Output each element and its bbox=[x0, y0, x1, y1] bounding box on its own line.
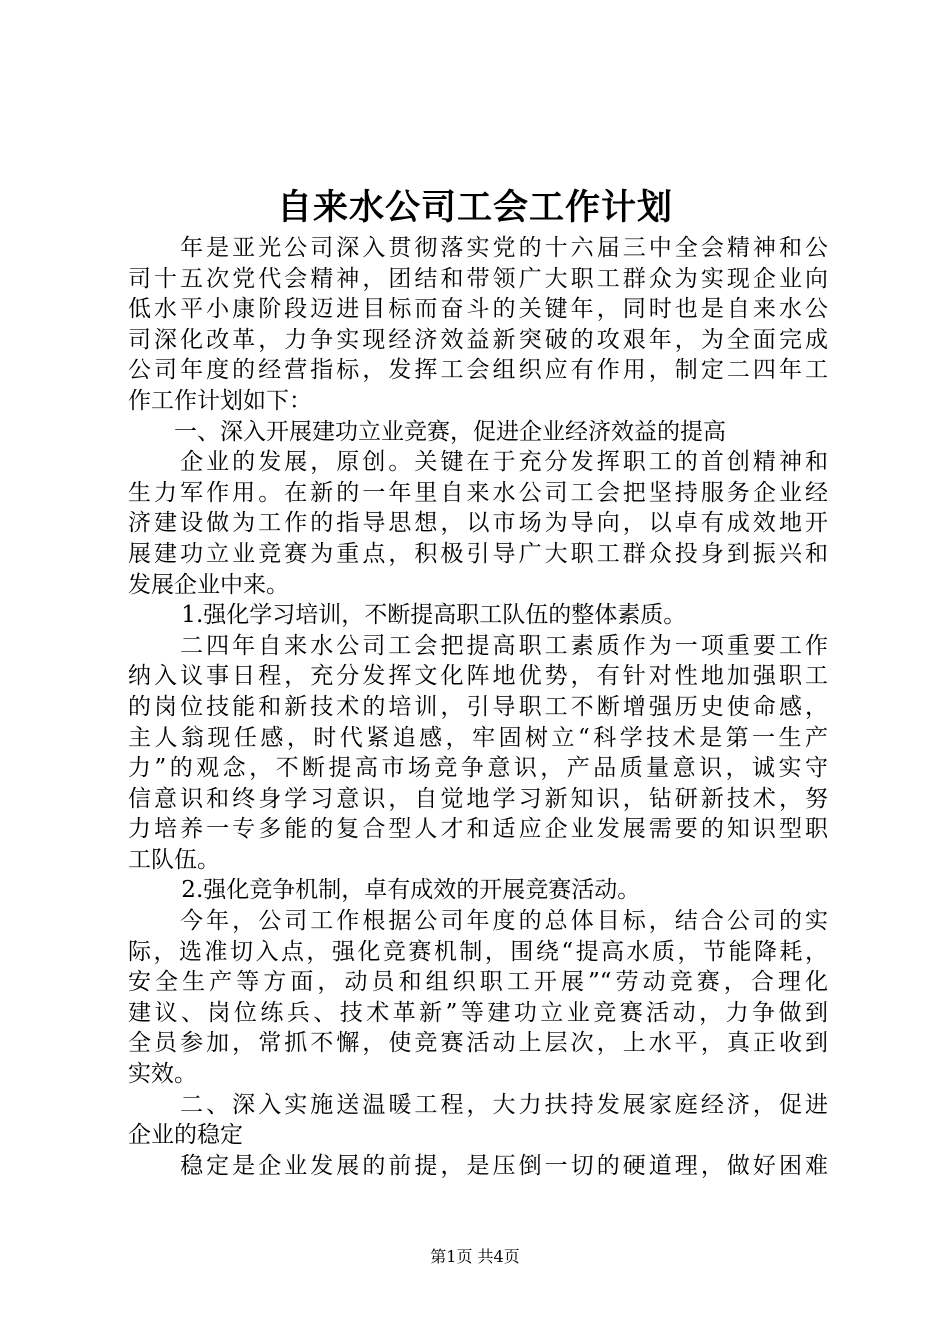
body-line: 力”的观念，不断提高市场竞争意识，产品质量意识，诚实守 bbox=[128, 755, 828, 782]
body-line: 二四年自来水公司工会把提高职工素质作为一项重要工作 bbox=[128, 632, 828, 659]
body-line: 工队伍。 bbox=[128, 846, 220, 873]
body-line: 企业的稳定 bbox=[128, 1122, 243, 1149]
body-line: 主人翁现任感，时代紧追感，牢固树立“科学技术是第一生产 bbox=[128, 724, 828, 751]
body-line: 司深化改革，力争实现经济效益新突破的攻艰年，为全面完成 bbox=[128, 326, 828, 353]
body-line: 济建设做为工作的指导思想，以市场为导向，以卓有成效地开 bbox=[128, 510, 828, 537]
body-line: 纳入议事日程，充分发挥文化阵地优势，有针对性地加强职工 bbox=[128, 663, 828, 690]
body-line: 今年，公司工作根据公司年度的总体目标，结合公司的实 bbox=[128, 908, 828, 935]
body-line: 发展企业中来。 bbox=[128, 571, 289, 598]
body-line: 司十五次党代会精神，团结和带领广大职工群众为实现企业向 bbox=[128, 265, 828, 292]
body-line: 的岗位技能和新技术的培训，引导职工不断增强历史使命感， bbox=[128, 693, 828, 720]
body-line: 年是亚光公司深入贯彻落实党的十六届三中全会精神和公 bbox=[128, 235, 828, 261]
body-line: 1.强化学习培训，不断提高职工队伍的整体素质。 bbox=[128, 602, 687, 629]
body-line: 全员参加，常抓不懈，使竞赛活动上层次，上水平，真正收到 bbox=[128, 1030, 828, 1057]
body-line: 二、深入实施送温暖工程，大力扶持发展家庭经济，促进 bbox=[128, 1091, 828, 1118]
body-line: 信意识和终身学习意识，自觉地学习新知识，钻研新技术，努 bbox=[128, 785, 828, 812]
body-line: 建议、岗位练兵、技术革新”等建功立业竞赛活动，力争做到 bbox=[128, 999, 828, 1026]
body-line: 实效。 bbox=[128, 1061, 197, 1088]
body-line: 作工作计划如下： bbox=[128, 387, 312, 414]
document-body bbox=[128, 233, 828, 1181]
body-line: 低水平小康阶段迈进目标而奋斗的关键年，同时也是自来水公 bbox=[128, 296, 828, 323]
body-line: 展建功立业竞赛为重点，积极引导广大职工群众投身到振兴和 bbox=[128, 540, 828, 567]
document-title: 自来水公司工会工作计划 bbox=[276, 187, 673, 228]
body-line: 公司年度的经营指标，发挥工会组织应有作用，制定二四年工 bbox=[128, 357, 828, 384]
body-line: 安全生产等方面，动员和组织职工开展”“劳动竞赛，合理化 bbox=[128, 969, 828, 996]
body-line: 2.强化竞争机制，卓有成效的开展竞赛活动。 bbox=[128, 877, 641, 904]
body-line: 稳定是企业发展的前提，是压倒一切的硬道理，做好困难 bbox=[128, 1152, 828, 1179]
body-line: 力培养一专多能的复合型人才和适应企业发展需要的知识型职 bbox=[128, 816, 828, 843]
page-footer: 第1页 共4页 bbox=[430, 1247, 520, 1266]
body-line: 际，选准切入点，强化竞赛机制，围绕“提高水质，节能降耗， bbox=[128, 938, 828, 965]
body-line: 企业的发展，原创。关键在于充分发挥职工的首创精神和 bbox=[128, 449, 828, 476]
body-line: 一、深入开展建功立业竞赛，促进企业经济效益的提高 bbox=[128, 418, 726, 445]
body-line: 生力军作用。在新的一年里自来水公司工会把坚持服务企业经 bbox=[128, 479, 828, 506]
